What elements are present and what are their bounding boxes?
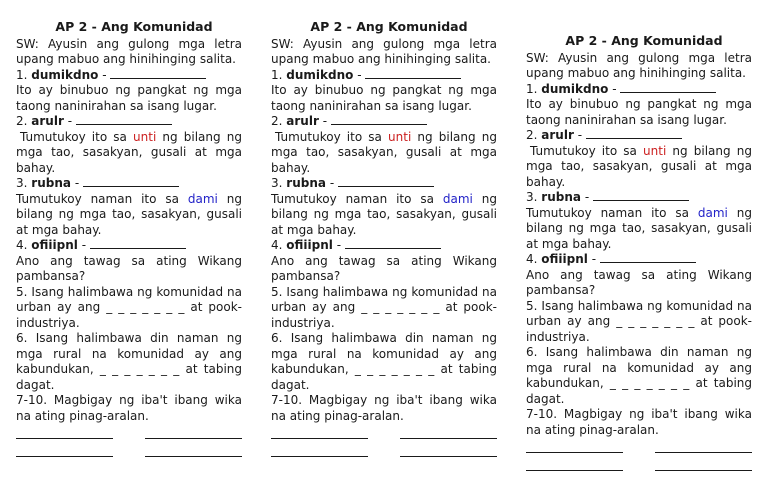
worksheet-column-2 [271,19,497,460]
dash: - [591,252,597,266]
worksheet-column-1 [16,19,242,460]
desc-pre: Tumutukoy naman ito sa [16,191,179,206]
question-number: 4. [526,252,538,266]
answer-blank[interactable] [90,238,186,249]
keyword-dami: dami [697,205,728,220]
question-6: 6. Isang halimbawa din naman ng mga rural na komunidad ay ang kabundukan, _ _ _ _ _ _ _ at tabing dagat. [16,331,242,392]
desc-post: ng bilang ng mga tao, sasakyan, gusali at mga bahay. [526,205,752,251]
answer-blank[interactable] [83,176,179,187]
question-3 [526,190,752,206]
question-1-description: Ito ay binubuo ng pangkat ng mga taong naninirahan sa isang lugar. [526,97,752,127]
answer-line[interactable] [526,442,623,453]
question-4-description: Ano ang tawag sa ating Wikang pambansa? [271,253,497,283]
dash: - [81,238,87,252]
question-1-description: Ito ay binubuo ng pangkat ng mga taong naninirahan sa isang lugar. [16,83,242,113]
question-2-description [271,130,497,177]
question-5: 5. Isang halimbawa ng komunidad na urban ay ang _ _ _ _ _ _ _ at pook-industriya. [16,284,242,330]
question-7-10: 7-10. Magbigay ng iba't ibang wika na ating pinag-aralan. [16,393,242,423]
dash: - [102,67,107,82]
desc-post: ng bilang ng mga tao, sasakyan, gusali at mga bahay. [271,191,497,237]
scrambled-word: rubna [541,190,581,204]
desc-pre: Tumutukoy naman ito sa [526,205,689,220]
question-number: 1. [16,67,28,82]
question-1 [271,68,497,84]
question-number: 4. [16,238,28,252]
question-2 [271,114,497,130]
desc-pre: Tumutukoy ito sa [20,129,127,144]
answer-line[interactable] [655,442,752,453]
question-number: 1. [271,67,283,82]
question-5: 5. Isang halimbawa ng komunidad na urban ay ang _ _ _ _ _ _ _ at pook-industriya. [526,298,752,344]
answer-lines-row-1 [526,442,752,456]
worksheet-column-3 [526,33,752,474]
question-number: 2. [16,114,28,128]
answer-blank[interactable] [593,190,689,201]
keyword-dami: dami [187,191,218,206]
instructions: SW: Ayusin ang gulong mga letra upang mabuo ang hinihinging salita. [526,50,752,80]
answer-line[interactable] [400,446,497,457]
instructions: SW: Ayusin ang gulong mga letra upang mabuo ang hinihinging salita. [16,36,242,66]
desc-post: ng bilang ng mga tao, sasakyan, gusali at mga bahay. [16,129,242,175]
question-3 [16,176,242,192]
question-1 [16,68,242,84]
worksheet-title: AP 2 - Ang Komunidad [310,19,468,34]
dash: - [329,176,335,190]
question-4 [16,238,242,254]
question-number: 1. [526,81,538,96]
question-number: 4. [271,238,283,252]
question-2-description [526,144,752,191]
question-4-description: Ano ang tawag sa ating Wikang pambansa? [526,267,752,297]
answer-line[interactable] [400,428,497,439]
keyword-unti: unti [133,129,157,144]
question-4-description: Ano ang tawag sa ating Wikang pambansa? [16,253,242,283]
question-4 [526,252,752,268]
worksheet-title: AP 2 - Ang Komunidad [565,33,723,48]
scrambled-word: arulr [541,128,574,142]
question-1 [526,82,752,98]
answer-line[interactable] [526,460,623,471]
desc-post: ng bilang ng mga tao, sasakyan, gusali at mga bahay. [16,191,242,237]
answer-blank[interactable] [586,128,682,139]
answer-line[interactable] [16,428,113,439]
dash: - [584,190,590,204]
answer-blank[interactable] [620,82,716,93]
question-7-10: 7-10. Magbigay ng iba't ibang wika na ating pinag-aralan. [271,393,497,423]
worksheet-title: AP 2 - Ang Komunidad [55,19,213,34]
desc-pre: Tumutukoy ito sa [530,143,637,158]
scrambled-word: rubna [31,176,71,190]
dash: - [612,81,617,96]
desc-post: ng bilang ng mga tao, sasakyan, gusali at mga bahay. [526,143,752,189]
answer-line[interactable] [145,446,242,457]
answer-line[interactable] [655,460,752,471]
answer-lines-row-2 [526,460,752,474]
question-3-description [526,206,752,253]
question-number: 2. [271,114,283,128]
instructions: SW: Ayusin ang gulong mga letra upang mabuo ang hinihinging salita. [271,36,497,66]
answer-blank[interactable] [76,114,172,125]
desc-pre: Tumutukoy naman ito sa [271,191,434,206]
question-number: 3. [271,176,283,190]
dash: - [357,67,362,82]
question-3-description [16,192,242,239]
answer-blank[interactable] [338,176,434,187]
question-3 [271,176,497,192]
question-2 [16,114,242,130]
dash: - [74,176,80,190]
dash: - [577,128,583,142]
scrambled-word: ofiiipnl [286,238,333,252]
question-5: 5. Isang halimbawa ng komunidad na urban ay ang _ _ _ _ _ _ _ at pook-industriya. [271,284,497,330]
answer-lines-row-1 [271,428,497,442]
answer-line[interactable] [271,428,368,439]
answer-blank[interactable] [365,68,461,79]
dash: - [322,114,328,128]
question-6: 6. Isang halimbawa din naman ng mga rural na komunidad ay ang kabundukan, _ _ _ _ _ _ _ at tabing dagat. [271,331,497,392]
question-number: 3. [526,190,538,204]
question-7-10: 7-10. Magbigay ng iba't ibang wika na ating pinag-aralan. [526,407,752,437]
scrambled-word: rubna [286,176,326,190]
desc-post: ng bilang ng mga tao, sasakyan, gusali at mga bahay. [271,129,497,175]
scrambled-word: dumikdno [541,81,609,96]
answer-lines-row-2 [271,446,497,460]
answer-blank[interactable] [110,68,206,79]
question-4 [271,238,497,254]
answer-line[interactable] [145,428,242,439]
answer-blank[interactable] [331,114,427,125]
dash: - [67,114,73,128]
answer-lines-row-1 [16,428,242,442]
answer-blank[interactable] [600,252,696,263]
desc-pre: Tumutukoy ito sa [275,129,382,144]
scrambled-word: dumikdno [286,67,354,82]
scrambled-word: ofiiipnl [541,252,588,266]
answer-line[interactable] [16,446,113,457]
question-1-description: Ito ay binubuo ng pangkat ng mga taong naninirahan sa isang lugar. [271,83,497,113]
question-2 [526,128,752,144]
keyword-unti: unti [643,143,667,158]
scrambled-word: arulr [286,114,319,128]
question-6: 6. Isang halimbawa din naman ng mga rural na komunidad ay ang kabundukan, _ _ _ _ _ _ _ at tabing dagat. [526,345,752,406]
question-3-description [271,192,497,239]
answer-blank[interactable] [345,238,441,249]
scrambled-word: ofiiipnl [31,238,78,252]
scrambled-word: arulr [31,114,64,128]
keyword-unti: unti [388,129,412,144]
answer-line[interactable] [271,446,368,457]
scrambled-word: dumikdno [31,67,99,82]
keyword-dami: dami [442,191,473,206]
answer-lines-row-2 [16,446,242,460]
question-number: 2. [526,128,538,142]
question-number: 3. [16,176,28,190]
question-2-description [16,130,242,177]
dash: - [336,238,342,252]
